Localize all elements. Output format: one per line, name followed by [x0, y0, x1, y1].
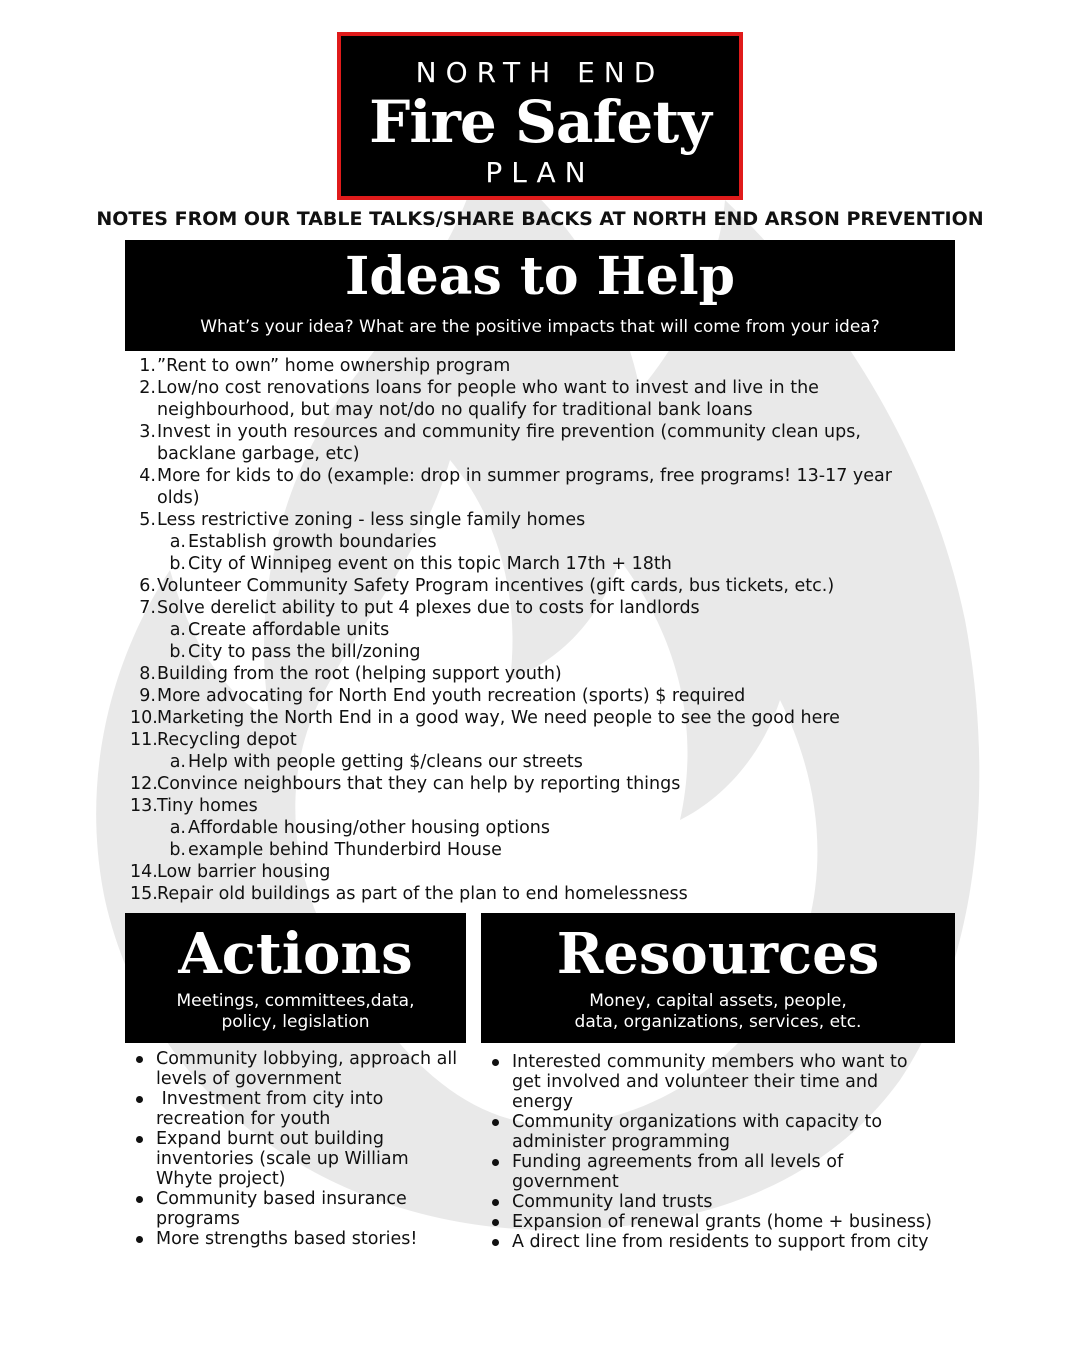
idea-text: Convince neighbours that they can help by reporting things	[157, 774, 681, 794]
idea-text: Affordable housing/other housing options	[188, 818, 550, 838]
idea-number: 6.	[139, 576, 156, 596]
idea-text: Recycling depot	[157, 730, 297, 750]
idea-row	[130, 597, 950, 619]
resource-item-line: Interested community members who want to	[512, 1052, 908, 1072]
idea-text: More advocating for North End youth recreation (sports) $ required	[157, 686, 746, 706]
resources-subheading	[481, 991, 955, 1033]
idea-row	[130, 443, 950, 465]
action-item-line: recreation for youth	[156, 1109, 331, 1129]
idea-text: City of Winnipeg event on this topic March 17th + 18th	[188, 554, 672, 574]
action-item	[130, 1129, 470, 1189]
idea-number: 11.	[130, 730, 158, 750]
ideas-header-panel	[125, 240, 955, 351]
idea-row	[130, 619, 950, 641]
resource-item-line: A direct line from residents to support from city	[512, 1232, 929, 1252]
idea-number: 13.	[130, 796, 158, 816]
idea-number: 5.	[139, 510, 156, 530]
idea-text: Invest in youth resources and community fire prevention (community clean ups,	[157, 422, 861, 442]
idea-row	[130, 531, 950, 553]
idea-number: 9.	[139, 686, 156, 706]
idea-row	[130, 861, 950, 883]
idea-row	[130, 355, 950, 377]
resource-item-line: Community land trusts	[512, 1192, 713, 1212]
idea-number: 4.	[139, 466, 156, 486]
idea-row	[130, 817, 950, 839]
action-item	[130, 1189, 470, 1229]
idea-text: City to pass the bill/zoning	[188, 642, 421, 662]
action-item-line: Community lobbying, approach all	[156, 1049, 458, 1069]
actions-subheading	[125, 991, 466, 1033]
idea-text: example behind Thunderbird House	[188, 840, 502, 860]
idea-text: More for kids to do (example: drop in summer programs, free programs! 13-17 year	[157, 466, 892, 486]
idea-number: a.	[169, 620, 186, 640]
idea-text: Help with people getting $/cleans our streets	[188, 752, 583, 772]
idea-row	[130, 641, 950, 663]
idea-row	[130, 795, 950, 817]
idea-number: 1.	[139, 356, 156, 376]
idea-text: Tiny homes	[157, 796, 258, 816]
resource-item	[486, 1212, 946, 1232]
resources-header-panel	[481, 913, 955, 1043]
resource-item	[486, 1232, 946, 1252]
title-box	[337, 32, 743, 200]
idea-text: backlane garbage, etc)	[157, 444, 360, 464]
idea-number: b.	[169, 642, 186, 662]
ideas-subheading: What’s your idea? What are the positive impacts that will come from your idea?	[200, 317, 880, 337]
idea-number: 2.	[139, 378, 156, 398]
idea-row	[130, 399, 950, 421]
idea-text: neighbourhood, but may not/do no qualify for traditional bank loans	[157, 400, 753, 420]
action-item-line: Investment from city into	[156, 1089, 384, 1109]
page-subtitle: NOTES FROM OUR TABLE TALKS/SHARE BACKS AT NORTH END ARSON PREVENTION	[96, 208, 984, 230]
resource-item	[486, 1152, 946, 1192]
resource-item-line: Expansion of renewal grants (home + business)	[512, 1212, 932, 1232]
idea-text: Low/no cost renovations loans for people who want to invest and live in the	[157, 378, 819, 398]
actions-sub-line: policy, legislation	[221, 1012, 370, 1032]
idea-text: Create affordable units	[188, 620, 390, 640]
idea-row	[130, 377, 950, 399]
idea-number: 3.	[139, 422, 156, 442]
resources-sub-line: Money, capital assets, people,	[589, 991, 847, 1011]
idea-number: 14.	[130, 862, 158, 882]
idea-row	[130, 575, 950, 597]
title-plan: PLAN	[485, 156, 595, 189]
actions-header-panel	[125, 913, 466, 1043]
resource-item-line: Funding agreements from all levels of	[512, 1152, 844, 1172]
action-item	[130, 1049, 470, 1089]
idea-text: Less restrictive zoning - less single family homes	[157, 510, 586, 530]
idea-number: a.	[169, 752, 186, 772]
idea-row	[130, 553, 950, 575]
title-north-end: NORTH END	[415, 56, 665, 89]
idea-number: 7.	[139, 598, 156, 618]
action-item	[130, 1089, 470, 1129]
resources-heading: Resources	[556, 921, 880, 987]
action-item-line: Community based insurance	[156, 1189, 407, 1209]
idea-row	[130, 729, 950, 751]
idea-text: ”Rent to own” home ownership program	[157, 356, 511, 376]
idea-text: Repair old buildings as part of the plan to end homelessness	[157, 884, 688, 904]
idea-row	[130, 663, 950, 685]
resources-sub-line: data, organizations, services, etc.	[574, 1012, 862, 1032]
idea-row	[130, 883, 950, 905]
idea-text: Solve derelict ability to put 4 plexes due to costs for landlords	[157, 598, 700, 618]
idea-number: b.	[169, 840, 186, 860]
idea-text: Volunteer Community Safety Program incentives (gift cards, bus tickets, etc.)	[157, 576, 835, 596]
action-item-line: More strengths based stories!	[156, 1229, 418, 1249]
resources-list	[486, 1052, 946, 1252]
idea-text: olds)	[157, 488, 200, 508]
idea-row	[130, 751, 950, 773]
idea-row	[130, 707, 950, 729]
action-item-line: Expand burnt out building	[156, 1129, 384, 1149]
action-item	[130, 1229, 470, 1249]
action-item-line: programs	[156, 1209, 240, 1229]
idea-row	[130, 465, 950, 487]
idea-number: 8.	[139, 664, 156, 684]
idea-number: a.	[169, 532, 186, 552]
actions-sub-line: Meetings, committees,data,	[176, 991, 415, 1011]
idea-number: a.	[169, 818, 186, 838]
resource-item-line: Community organizations with capacity to	[512, 1112, 883, 1132]
resource-item-line: government	[512, 1172, 619, 1192]
resource-item-line: get involved and volunteer their time and	[512, 1072, 879, 1092]
idea-row	[130, 685, 950, 707]
actions-heading: Actions	[178, 921, 413, 987]
idea-row	[130, 487, 950, 509]
action-item-line: inventories (scale up William	[156, 1149, 409, 1169]
idea-number: 12.	[130, 774, 158, 794]
idea-row	[130, 839, 950, 861]
idea-number: 15.	[130, 884, 158, 904]
action-item-line: Whyte project)	[156, 1169, 286, 1189]
resource-item-line: administer programming	[512, 1132, 731, 1152]
actions-list	[130, 1049, 470, 1249]
resource-item	[486, 1192, 946, 1212]
idea-text: Low barrier housing	[157, 862, 331, 882]
resource-item	[486, 1112, 946, 1152]
idea-text: Marketing the North End in a good way, We need people to see the good here	[157, 708, 840, 728]
title-fire-safety: Fire Safety	[369, 88, 711, 156]
resource-item	[486, 1052, 946, 1112]
idea-text: Establish growth boundaries	[188, 532, 437, 552]
action-item-line: levels of government	[156, 1069, 342, 1089]
resource-item-line: energy	[512, 1092, 573, 1112]
idea-row	[130, 509, 950, 531]
ideas-heading: Ideas to Help	[345, 246, 735, 307]
ideas-list	[130, 355, 950, 905]
idea-row	[130, 773, 950, 795]
idea-number: 10.	[130, 708, 158, 728]
idea-number: b.	[169, 554, 186, 574]
idea-text: Building from the root (helping support youth)	[157, 664, 562, 684]
idea-row	[130, 421, 950, 443]
